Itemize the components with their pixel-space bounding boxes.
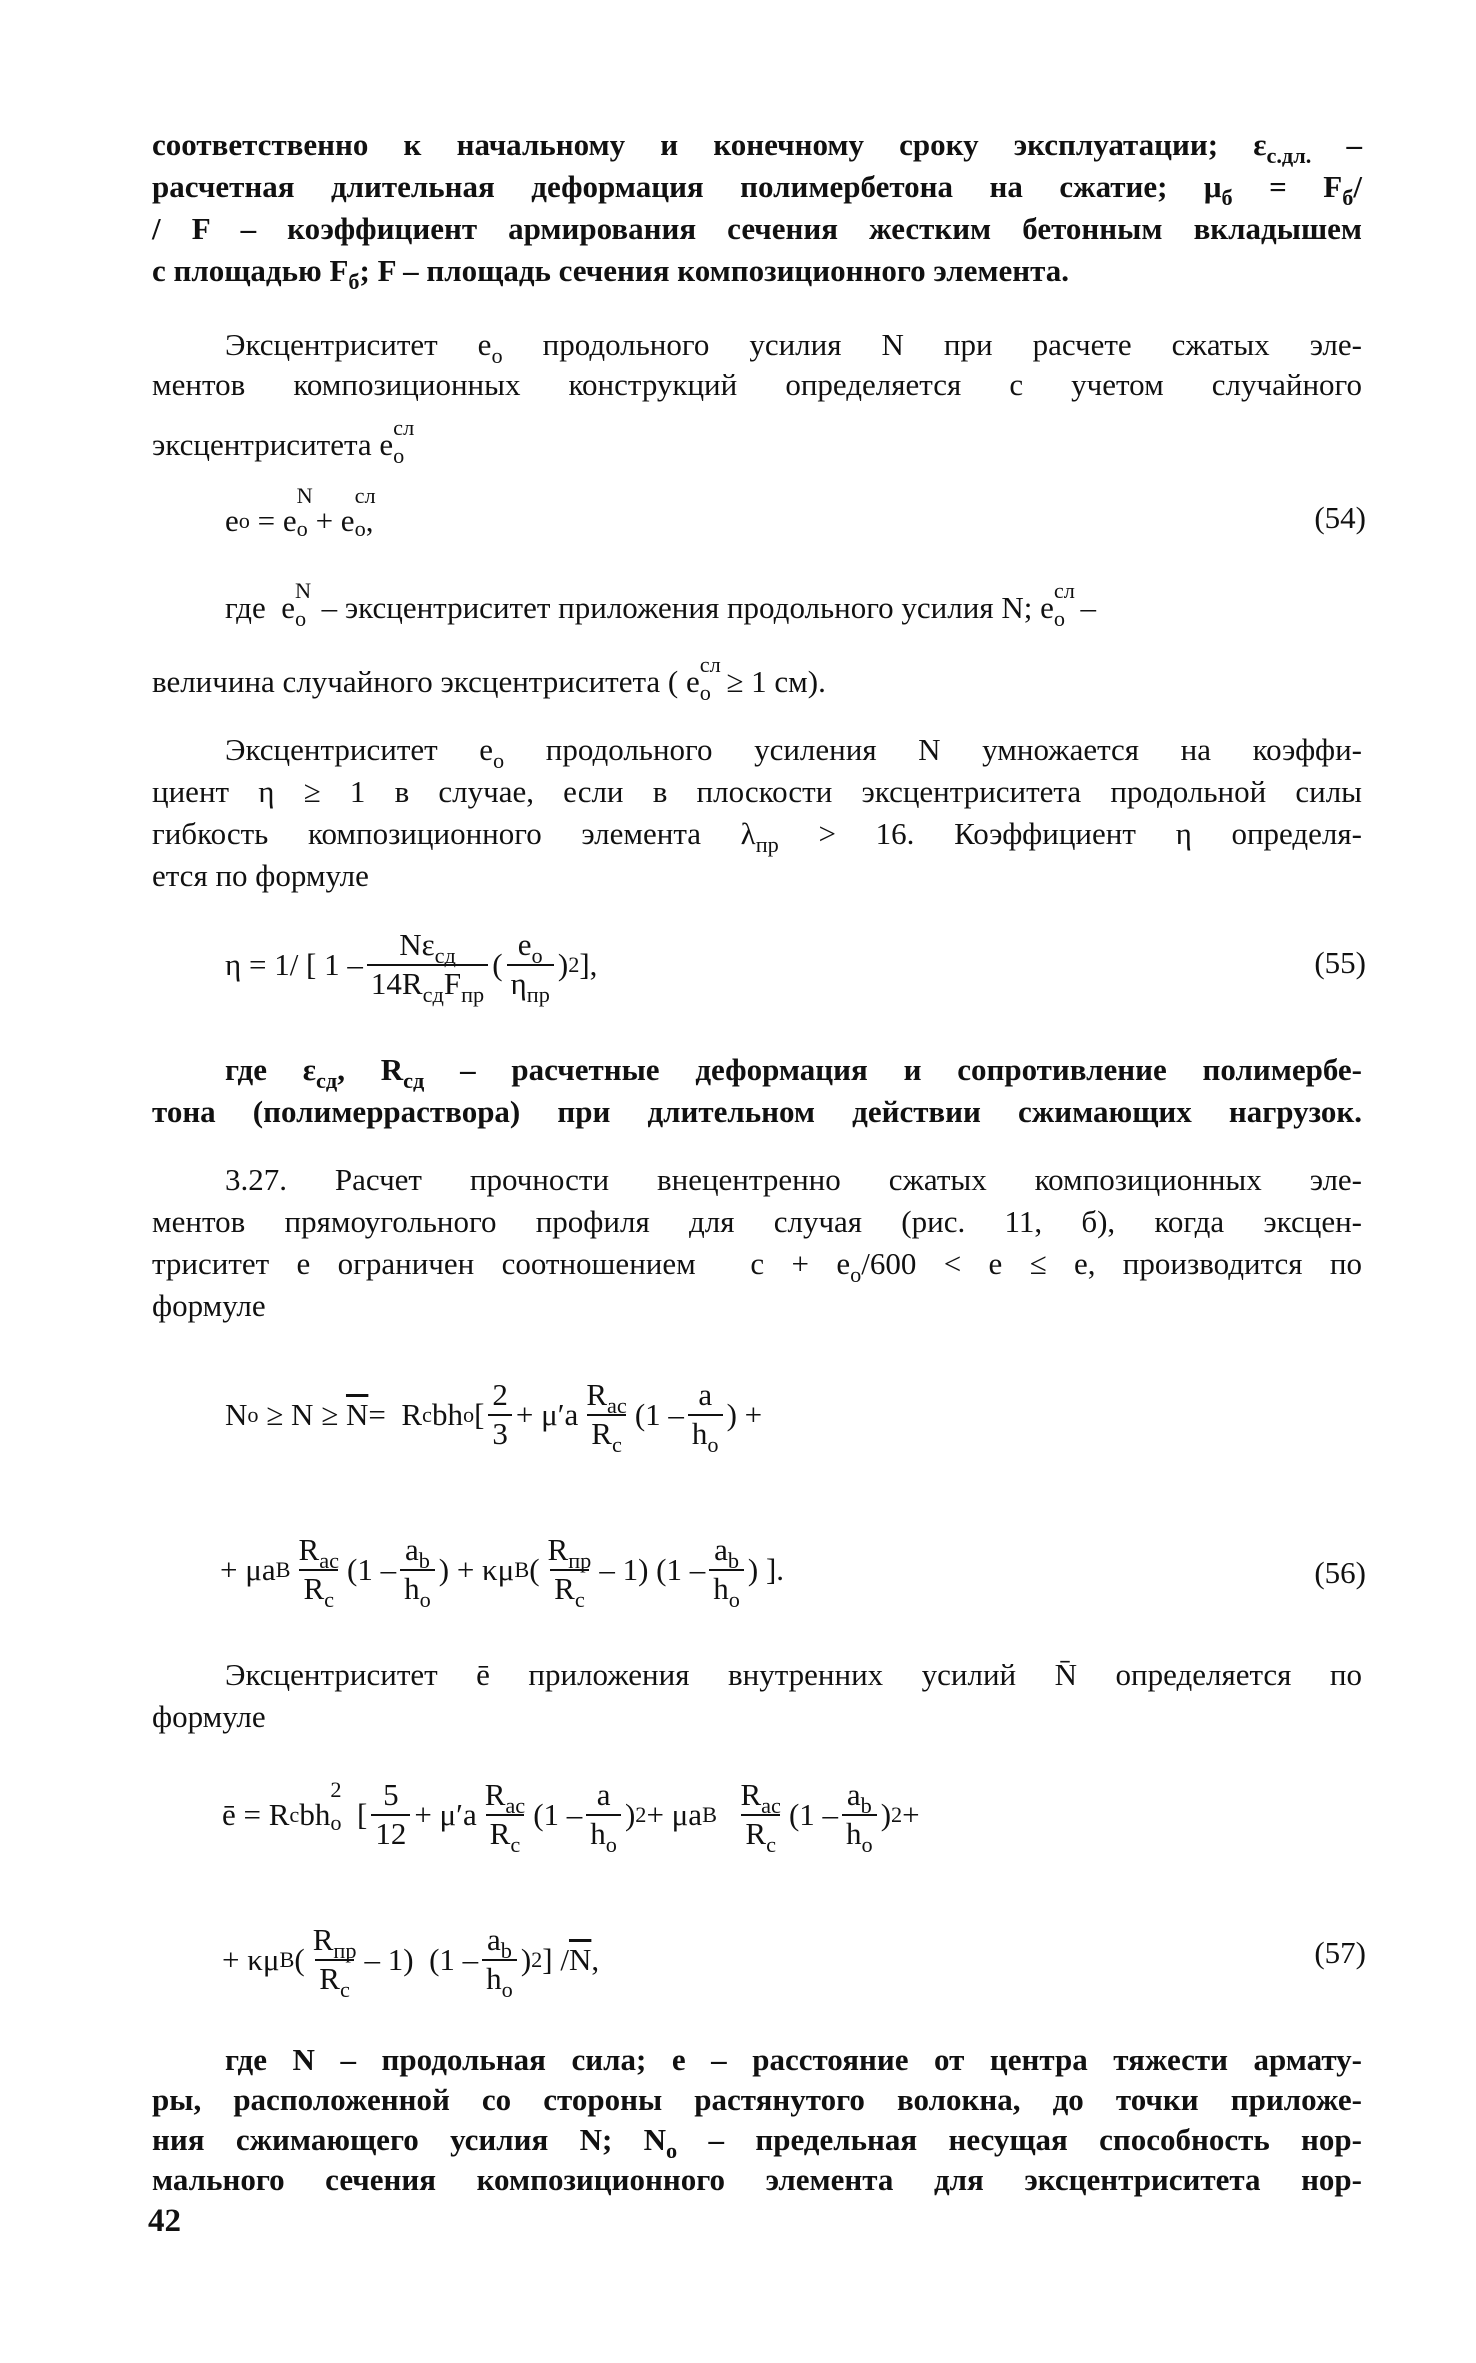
text-line: эксцентриситета e сл o — [152, 415, 415, 468]
text-line: / F – коэффициент армирования сечения жестким бетонным вкладышем — [152, 211, 1362, 246]
equation-56-line-1: N o ≥ N ≥ $\overline{N}$ = R c bh o [ $\frac{2}{3}$ + μ′a $\frac{R_{ac}}{R_c}$ (1 – $\frac{a}{h_o}$ ) + — [225, 1377, 763, 1457]
equation-55: η = 1/ [ 1 – $\frac{N\varepsilon_{сд}}{14R_{сд}F_{пр}}$ ( $\frac{e_o}{\eta_{пр}}$ ) 2 ], — [225, 927, 598, 1007]
equation-54: e o = e N o + e сл o , — [225, 483, 376, 541]
text-line: циент η ≥ 1 в случае, если в плоскости эксцентриситета продольной силы — [152, 774, 1362, 809]
equation-number: (55) — [1314, 945, 1366, 980]
text-line: Эксцентриситет $e_o$ продольного усилия N при расчете сжатых эле- — [225, 327, 1362, 368]
equation-number: (57) — [1314, 1935, 1366, 1970]
text-line: ментов прямоугольного профиля для случая (рис. 11, б), когда эксцен- — [152, 1204, 1362, 1239]
equation-number: (54) — [1314, 500, 1366, 535]
text-line: Эксцентриситет $e_o$ продольного усиления N умножается на коэффи- — [225, 732, 1362, 773]
equation-57-line-2: + κμ B ( $\frac{R_{пр}}{R_c}$ – 1) (1 – $\frac{a_b}{h_o}$ ) 2 ] / $\overline{N}$ , — [222, 1922, 600, 2002]
text-line: ния сжимающего усилия N; $N_o$ – предельная несущая способность нор- — [152, 2122, 1362, 2163]
text-line: ется по формуле — [152, 858, 369, 893]
text-line: величина случайного эксцентриситета ( e сл o ≥ 1 см). — [152, 652, 826, 705]
text-line: где N – продольная сила; e – расстояние от центра тяжести армату- — [225, 2042, 1362, 2077]
text-line: соответственно к начальному и конечному сроку эксплуатации; $\varepsilon_{с.дл.}$ – — [152, 127, 1362, 168]
equation-56-line-2: + μa B $\frac{R_{ac}}{R_c}$ (1 – $\frac{a_b}{h_o}$ ) + κμ B ( $\frac{R_{пр}}{R_c}$ – 1) (1 – $\frac{a_b}{h_o}$ ) ]. — [220, 1532, 785, 1612]
text-line: триситет e ограничен соотношением $c + e_o/600 < e \le e$, производится по — [152, 1246, 1362, 1287]
text-line: тона (полимерраствора) при длительном действии сжимающих нагрузок. — [152, 1094, 1362, 1129]
text-line: формуле — [152, 1699, 266, 1734]
equation-57-line-1: ē = R c bh 2 o [ $\frac{5}{12}$ + μ′a $\frac{R_{ac}}{R_c}$ (1 – $\frac{a}{h_o}$ ) 2 + μa B $\frac{R_{ac}}{R_c}$ (1 – $\frac{a_b}{h_o}$ ) 2 + — [222, 1777, 920, 1857]
text-line: мального сечения композиционного элемента для эксцентриситета нор- — [152, 2162, 1362, 2197]
text-line: Эксцентриситет ē приложения внутренних усилий N̄ определяется по — [225, 1657, 1362, 1692]
text-line: формуле — [152, 1288, 266, 1323]
equation-number: (56) — [1314, 1555, 1366, 1590]
text-line: ментов композиционных конструкций определяется с учетом случайного — [152, 367, 1362, 402]
text-line: ры, расположенной со стороны растянутого волокна, до точки приложе- — [152, 2082, 1362, 2117]
text-line: с площадью $F_б$; F – площадь сечения композиционного элемента. — [152, 253, 1070, 294]
text-line: гибкость композиционного элемента $\lambda_{пр} > 16$. Коэффициент η определя- — [152, 816, 1362, 857]
text-line: 3.27. Расчет прочности внецентренно сжатых композиционных эле- — [225, 1162, 1362, 1197]
text-line: расчетная длительная деформация полимербетона на сжатие; $\mu_б = F_б/$ — [152, 169, 1362, 210]
text-line: где $\varepsilon_{сд}$, $R_{сд}$ – расчетные деформация и сопротивление полимербе- — [225, 1052, 1362, 1093]
page-number: 42 — [148, 2203, 181, 2239]
text-line: где e N o – эксцентриситет приложения продольного усилия N; e сл o – — [225, 578, 1097, 631]
